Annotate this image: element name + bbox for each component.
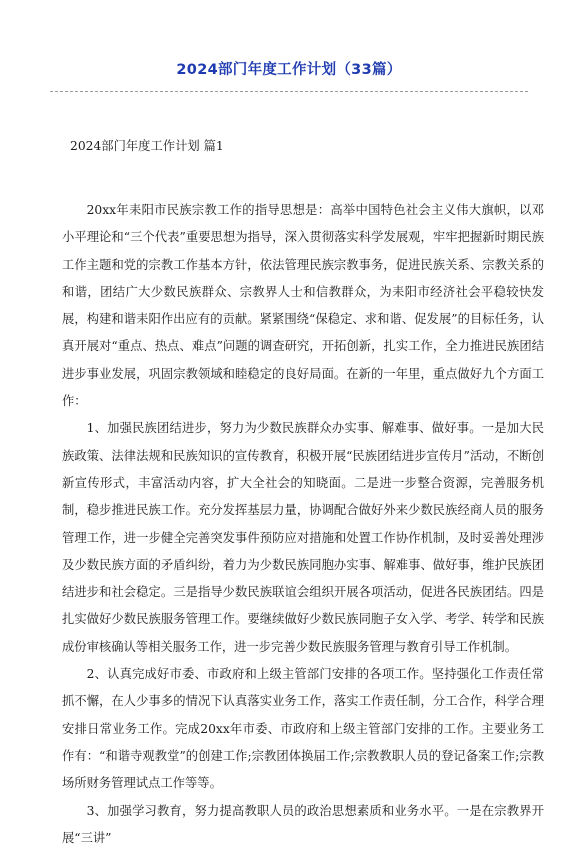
section-heading: 2024部门年度工作计划 篇1: [70, 139, 224, 153]
paragraph: 20xx年耒阳市民族宗教工作的指导思想是：高举中国特色社会主义伟大旗帜，以邓小平理论和“三个代表”重要思想为指导，深入贯彻落实科学发展观，牢牢把握新时期民族工作主题和党的宗教工作基本方针，依法管理民族宗教事务，促进民族关系、宗教关系的和谐，团结广大少数民族群众、宗教界人士和信教群众，为耒阳市经济社会平稳较快发展，构建和谐耒阳作出应有的贡献。紧紧围绕“保稳定、求和谐、促发展”的目标任务，认真开展对“重点、热点、难点”问题的调查研究，开拓创新，扎实工作，全力推进民族团结进步事业发展，巩固宗教领域和睦稳定的良好局面。在新的一年里，重点做好九个方面工作：: [62, 203, 544, 409]
document-title: 2024部门年度工作计划（33篇）: [176, 62, 402, 78]
title-divider: [50, 91, 528, 92]
paragraph: 1、加强民族团结进步，努力为少数民族群众办实事、解难事、做好事。一是加大民族政策、法律法规和民族知识的宣传教育，积极开展“民族团结进步宣传月”活动，不断创新宣传形式，丰富活动内容，扩大全社会的知晓面。二是进一步整合资源，完善服务机制，稳步推进民族工作。充分发挥基层力量，协调配合做好外来少数民族经商人员的服务管理工作，进一步健全完善突发事件预防应对措施和处置工作协作机制，及时妥善处理涉及少数民族方面的矛盾纠纷，着力为少数民族同胞办实事、解难事、做好事，维护民族团结进步和社会稳定。三是指导少数民族联谊会组织开展各项活动，促进各民族团结。四是扎实做好少数民族服务管理工作。要继续做好少数民族同胞子女入学、考学、转学和民族成份审核确认等相关服务工作，进一步完善少数民族服务管理与教育引导工作机制。: [62, 421, 544, 654]
paragraph: 3、加强学习教育，努力提高教职人员的政治思想素质和业务水平。一是在宗教界开展“三讲”: [62, 803, 544, 845]
paragraph: 2、认真完成好市委、市政府和上级主管部门安排的各项工作。坚持强化工作责任常抓不懈，在人少事多的情况下认真落实业务工作，落实工作责任制，分工合作，科学合理安排日常业务工作。完成20xx年市委、市政府和上级主管部门安排的工作。主要业务工作有：“和谐寺观教堂”的创建工作;宗教团体换届工作;宗教教职人员的登记备案工作;宗教场所财务管理试点工作等等。: [62, 667, 544, 791]
body-text: [62, 197, 544, 852]
